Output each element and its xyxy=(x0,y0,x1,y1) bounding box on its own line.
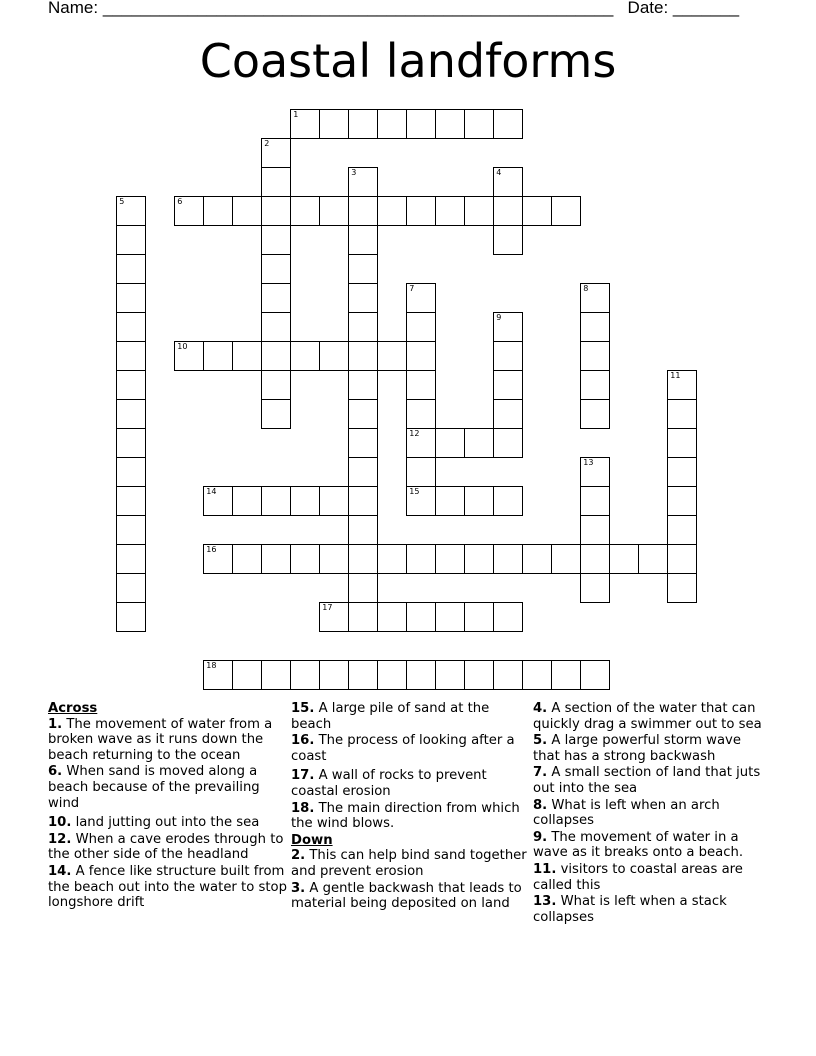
grid-cell[interactable] xyxy=(435,660,465,690)
clue-across-15: 15. A large pile of sand at the beach xyxy=(291,701,490,732)
grid-cell[interactable] xyxy=(406,544,436,574)
grid-cell[interactable] xyxy=(667,428,697,458)
clues-column-3 xyxy=(533,701,769,926)
grid-cell[interactable] xyxy=(406,457,436,487)
grid-cell[interactable] xyxy=(493,109,523,139)
grid-cell[interactable] xyxy=(203,544,233,574)
grid-cell[interactable] xyxy=(203,660,233,690)
grid-cell[interactable] xyxy=(493,544,523,574)
clue-number: 9 xyxy=(496,313,502,323)
grid-cell[interactable] xyxy=(580,283,610,313)
grid-cell[interactable] xyxy=(290,660,320,690)
page-title: Coastal landforms xyxy=(199,34,617,88)
grid-cell[interactable] xyxy=(435,602,465,632)
clue-down-7: 7. A small section of land that juts out into the sea xyxy=(533,765,761,796)
grid-cell[interactable] xyxy=(348,254,378,284)
clue-number: 2 xyxy=(264,139,270,149)
clue-across-18: 18. The main direction from which the wind blows. xyxy=(291,800,520,832)
grid-cell[interactable] xyxy=(406,312,436,342)
clue-down-4: 4. A section of the water that can quickly drag a swimmer out to sea xyxy=(533,701,762,732)
grid-cell[interactable] xyxy=(435,109,465,139)
grid-cell[interactable] xyxy=(406,660,436,690)
grid-cell[interactable] xyxy=(406,399,436,429)
clue-number: 17 xyxy=(322,603,333,613)
clue-down-3: 3. A gentle backwash that leads to material being deposited on land xyxy=(291,880,522,912)
grid-cell[interactable] xyxy=(464,196,494,226)
grid-cell[interactable] xyxy=(406,370,436,400)
clue-number: 3 xyxy=(351,168,357,178)
grid-cell[interactable] xyxy=(348,370,378,400)
grid-cell[interactable] xyxy=(667,370,697,400)
grid-cell[interactable] xyxy=(464,428,494,458)
grid-cell[interactable] xyxy=(580,660,610,690)
grid-cell[interactable] xyxy=(261,370,291,400)
grid-cell[interactable] xyxy=(116,283,146,313)
grid-cell[interactable] xyxy=(377,544,407,574)
grid-cell[interactable] xyxy=(348,109,378,139)
grid-cell[interactable] xyxy=(348,196,378,226)
grid-cell[interactable] xyxy=(203,341,233,371)
grid-cell[interactable] xyxy=(638,544,668,574)
grid-cell[interactable] xyxy=(261,138,291,168)
grid-cell[interactable] xyxy=(493,196,523,226)
clue-number: 15 xyxy=(409,487,420,497)
grid-cell[interactable] xyxy=(464,486,494,516)
grid-cell[interactable] xyxy=(667,544,697,574)
clues-column-1 xyxy=(48,701,288,912)
grid-cell[interactable] xyxy=(493,167,523,197)
grid-cell[interactable] xyxy=(261,254,291,284)
grid-cell[interactable] xyxy=(435,196,465,226)
clue-across-10: 10. land jutting out into the sea xyxy=(48,815,260,831)
date-field[interactable]: _______ xyxy=(672,0,740,17)
clue-number: 1 xyxy=(293,110,299,120)
grid-cell[interactable] xyxy=(174,341,204,371)
grid-cell[interactable] xyxy=(667,486,697,516)
grid-cell[interactable] xyxy=(377,602,407,632)
grid-cell[interactable] xyxy=(116,544,146,574)
grid-cell[interactable] xyxy=(116,225,146,255)
clue-across-1: 1. The movement of water from a broken wave as it runs down the beach returning to the ocean xyxy=(48,716,273,763)
grid-cell[interactable] xyxy=(348,399,378,429)
grid-cell[interactable] xyxy=(203,196,233,226)
grid-cell[interactable] xyxy=(116,428,146,458)
grid-cell[interactable] xyxy=(290,341,320,371)
grid-cell[interactable] xyxy=(580,544,610,574)
clue-across-17: 17. A wall of rocks to prevent coastal erosion xyxy=(291,768,487,799)
grid-cell[interactable] xyxy=(232,660,262,690)
grid-cell[interactable] xyxy=(464,109,494,139)
grid-cell[interactable] xyxy=(667,457,697,487)
across-heading: Across xyxy=(48,701,98,716)
clue-down-13: 13. What is left when a stack collapses xyxy=(533,894,727,925)
name-label: Name: xyxy=(48,0,99,17)
grid-cell[interactable] xyxy=(493,399,523,429)
clue-across-14: 14. A fence like structure built from the beach out into the water to stop longshore drift xyxy=(48,863,287,911)
grid-cell[interactable] xyxy=(348,167,378,197)
grid-cell[interactable] xyxy=(116,399,146,429)
clue-number: 7 xyxy=(409,284,415,294)
grid-cell[interactable] xyxy=(522,660,552,690)
grid-cell[interactable] xyxy=(348,515,378,545)
grid-cell[interactable] xyxy=(435,486,465,516)
grid-cell[interactable] xyxy=(290,486,320,516)
clue-across-12: 12. When a cave erodes through to the other side of the headland xyxy=(48,831,284,863)
grid-cell[interactable] xyxy=(348,602,378,632)
grid-cell[interactable] xyxy=(116,370,146,400)
grid-cell[interactable] xyxy=(116,341,146,371)
grid-cell[interactable] xyxy=(348,428,378,458)
name-field[interactable]: ______________________________________________________ xyxy=(102,0,614,17)
grid-cell[interactable] xyxy=(319,341,349,371)
grid-cell[interactable] xyxy=(377,196,407,226)
grid-cell[interactable] xyxy=(580,312,610,342)
grid-cell[interactable] xyxy=(406,341,436,371)
grid-cell[interactable] xyxy=(551,660,581,690)
grid-cell[interactable] xyxy=(232,544,262,574)
grid-cell[interactable] xyxy=(348,486,378,516)
clue-down-5: 5. A large powerful storm wave that has a strong backwash xyxy=(533,733,741,764)
clue-number: 11 xyxy=(670,371,681,381)
clue-number: 4 xyxy=(496,168,502,178)
grid-cell[interactable] xyxy=(493,660,523,690)
grid-cell[interactable] xyxy=(522,544,552,574)
grid-cell[interactable] xyxy=(116,457,146,487)
grid-cell[interactable] xyxy=(261,312,291,342)
grid-cell[interactable] xyxy=(116,515,146,545)
grid-cell[interactable] xyxy=(406,602,436,632)
clues-column-2 xyxy=(291,701,531,913)
grid-cell[interactable] xyxy=(116,254,146,284)
grid-cell[interactable] xyxy=(232,486,262,516)
grid-cell[interactable] xyxy=(290,196,320,226)
grid-cell[interactable] xyxy=(493,370,523,400)
grid-cell[interactable] xyxy=(348,457,378,487)
grid-cell[interactable] xyxy=(232,341,262,371)
grid-cell[interactable] xyxy=(493,486,523,516)
grid-cell[interactable] xyxy=(377,109,407,139)
grid-cell[interactable] xyxy=(493,312,523,342)
clue-number: 14 xyxy=(206,487,217,497)
grid-cell[interactable] xyxy=(406,196,436,226)
grid-cell[interactable] xyxy=(261,544,291,574)
grid-cell[interactable] xyxy=(348,283,378,313)
grid-cell[interactable] xyxy=(116,602,146,632)
name-date-line xyxy=(48,0,739,18)
grid-cell[interactable] xyxy=(667,573,697,603)
grid-cell[interactable] xyxy=(116,196,146,226)
grid-cell[interactable] xyxy=(261,399,291,429)
grid-cell[interactable] xyxy=(290,544,320,574)
grid-cell[interactable] xyxy=(580,370,610,400)
clue-number: 6 xyxy=(177,197,183,207)
clue-down-2: 2. This can help bind sand together and prevent erosion xyxy=(291,848,527,879)
grid-cell[interactable] xyxy=(435,428,465,458)
grid-cell[interactable] xyxy=(493,602,523,632)
grid-cell[interactable] xyxy=(348,312,378,342)
grid-cell[interactable] xyxy=(319,486,349,516)
grid-cell[interactable] xyxy=(406,283,436,313)
clue-number: 5 xyxy=(119,197,125,207)
grid-cell[interactable] xyxy=(232,196,262,226)
grid-cell[interactable] xyxy=(261,196,291,226)
grid-cell[interactable] xyxy=(261,486,291,516)
grid-cell[interactable] xyxy=(377,660,407,690)
grid-cell[interactable] xyxy=(319,602,349,632)
grid-cell[interactable] xyxy=(377,341,407,371)
grid-cell[interactable] xyxy=(261,167,291,197)
clue-down-11: 11. visitors to coastal areas are called this xyxy=(533,861,743,893)
grid-cell[interactable] xyxy=(261,341,291,371)
grid-cell[interactable] xyxy=(580,486,610,516)
grid-cell[interactable] xyxy=(261,283,291,313)
grid-cell[interactable] xyxy=(116,312,146,342)
grid-cell[interactable] xyxy=(667,515,697,545)
grid-cell[interactable] xyxy=(551,196,581,226)
grid-cell[interactable] xyxy=(493,341,523,371)
grid-cell[interactable] xyxy=(464,602,494,632)
grid-cell[interactable] xyxy=(348,225,378,255)
clue-number: 8 xyxy=(583,284,589,294)
grid-cell[interactable] xyxy=(116,486,146,516)
grid-cell[interactable] xyxy=(493,225,523,255)
grid-cell[interactable] xyxy=(348,341,378,371)
grid-cell[interactable] xyxy=(319,109,349,139)
grid-cell[interactable] xyxy=(609,544,639,574)
grid-cell[interactable] xyxy=(435,544,465,574)
clue-number: 16 xyxy=(206,545,217,555)
clue-across-6: 6. When sand is moved along a beach because of the prevailing wind xyxy=(48,764,260,811)
grid-cell[interactable] xyxy=(580,341,610,371)
grid-cell[interactable] xyxy=(319,196,349,226)
clue-down-9: 9. The movement of water in a wave as it breaks onto a beach. xyxy=(533,829,744,861)
clue-number: 12 xyxy=(409,429,420,439)
grid-cell[interactable] xyxy=(174,196,204,226)
grid-cell[interactable] xyxy=(261,225,291,255)
grid-cell[interactable] xyxy=(406,486,436,516)
grid-cell[interactable] xyxy=(406,428,436,458)
crossword-grid xyxy=(117,110,717,700)
grid-cell[interactable] xyxy=(319,660,349,690)
clue-number: 10 xyxy=(177,342,188,352)
grid-cell[interactable] xyxy=(464,660,494,690)
grid-cell[interactable] xyxy=(261,660,291,690)
grid-cell[interactable] xyxy=(551,544,581,574)
grid-cell[interactable] xyxy=(580,457,610,487)
grid-cell[interactable] xyxy=(580,399,610,429)
clue-number: 18 xyxy=(206,661,217,671)
grid-cell[interactable] xyxy=(116,573,146,603)
grid-cell[interactable] xyxy=(348,573,378,603)
grid-cell[interactable] xyxy=(348,544,378,574)
clue-number: 13 xyxy=(583,458,594,468)
grid-cell[interactable] xyxy=(406,109,436,139)
grid-cell[interactable] xyxy=(667,399,697,429)
grid-cell[interactable] xyxy=(348,660,378,690)
down-heading: Down xyxy=(291,832,333,848)
grid-cell[interactable] xyxy=(290,109,320,139)
grid-cell[interactable] xyxy=(522,196,552,226)
grid-cell[interactable] xyxy=(580,573,610,603)
clue-down-8: 8. What is left when an arch collapses xyxy=(533,797,720,829)
grid-cell[interactable] xyxy=(493,428,523,458)
grid-cell[interactable] xyxy=(319,544,349,574)
date-label: Date: xyxy=(627,0,669,17)
grid-cell[interactable] xyxy=(464,544,494,574)
grid-cell[interactable] xyxy=(203,486,233,516)
grid-cell[interactable] xyxy=(580,515,610,545)
clue-across-16: 16. The process of looking after a coast xyxy=(291,733,515,764)
